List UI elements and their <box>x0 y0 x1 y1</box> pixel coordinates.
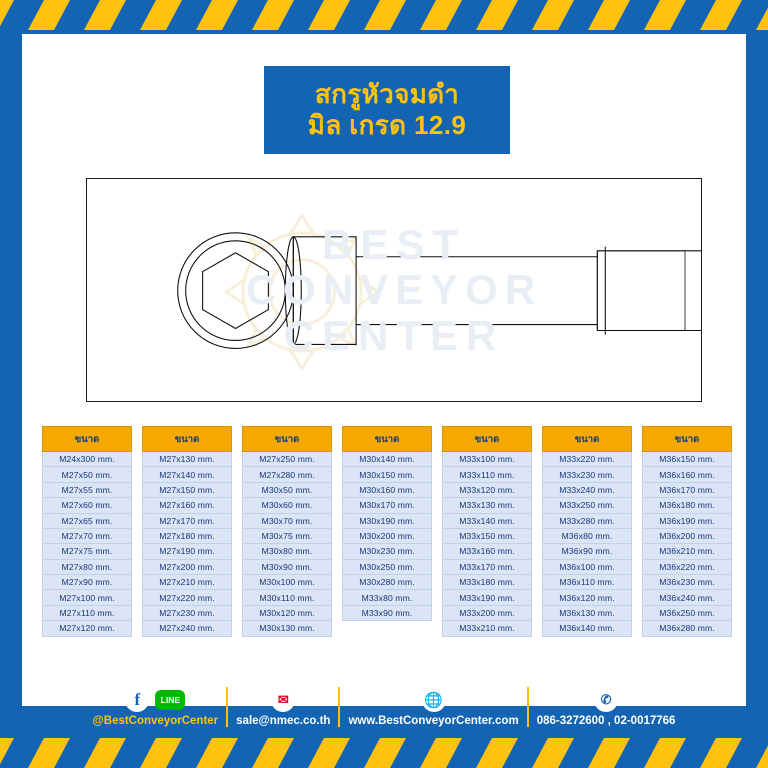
chevron-stripe <box>307 738 351 768</box>
footer-facebook[interactable] <box>85 688 227 727</box>
table-row[interactable]: M36x90 mm. <box>542 544 632 559</box>
globe-icon[interactable]: 🌐 <box>422 688 446 712</box>
table-row[interactable]: M27x80 mm. <box>42 560 132 575</box>
size-table <box>42 426 132 637</box>
table-row[interactable]: M27x180 mm. <box>142 529 232 544</box>
table-row[interactable]: M30x140 mm. <box>342 452 432 467</box>
table-row[interactable]: M27x230 mm. <box>142 606 232 621</box>
table-row[interactable]: M30x280 mm. <box>342 575 432 590</box>
table-row[interactable]: M30x60 mm. <box>242 498 332 513</box>
chevron-stripe <box>755 738 768 768</box>
table-row[interactable]: M27x55 mm. <box>42 483 132 498</box>
table-row[interactable]: M33x90 mm. <box>342 606 432 621</box>
footer-social-icons <box>125 688 185 712</box>
chevron-stripe <box>419 738 463 768</box>
chevron-stripe <box>643 0 687 30</box>
footer-email-label: sale@nmec.co.th <box>236 714 331 727</box>
table-row[interactable]: M36x150 mm. <box>642 452 732 467</box>
table-row[interactable]: M30x90 mm. <box>242 560 332 575</box>
table-row[interactable]: M33x100 mm. <box>442 452 532 467</box>
page-title-line1: สกรูหัวจมดำ <box>314 79 460 110</box>
table-row[interactable]: M27x120 mm. <box>42 621 132 636</box>
table-row[interactable]: M36x160 mm. <box>642 467 732 482</box>
table-row[interactable]: M33x170 mm. <box>442 560 532 575</box>
chevron-stripe <box>363 0 407 30</box>
chevron-stripe <box>83 0 127 30</box>
table-row[interactable]: M36x140 mm. <box>542 621 632 636</box>
table-header: ขนาด <box>142 426 232 452</box>
chevron-stripe <box>251 738 295 768</box>
table-row[interactable]: M27x65 mm. <box>42 514 132 529</box>
table-row[interactable]: M27x70 mm. <box>42 529 132 544</box>
chevron-stripe <box>195 738 239 768</box>
footer-email[interactable] <box>228 688 338 727</box>
table-header: ขนาด <box>42 426 132 452</box>
footer-phone[interactable] <box>529 688 684 727</box>
table-row[interactable]: M30x160 mm. <box>342 483 432 498</box>
table-row[interactable]: M27x250 mm. <box>242 452 332 467</box>
table-row[interactable]: M33x200 mm. <box>442 606 532 621</box>
table-row[interactable]: M27x280 mm. <box>242 467 332 482</box>
table-row[interactable]: M30x250 mm. <box>342 560 432 575</box>
mail-icon[interactable]: ✉ <box>271 688 295 712</box>
page-title-line2: มิล เกรด 12.9 <box>307 110 467 140</box>
table-row[interactable]: M30x100 mm. <box>242 575 332 590</box>
size-table <box>242 426 332 637</box>
table-row[interactable]: M27x140 mm. <box>142 467 232 482</box>
chevron-stripe <box>27 738 71 768</box>
table-row[interactable]: M33x150 mm. <box>442 529 532 544</box>
line-icon[interactable]: LINE <box>155 690 185 710</box>
table-row[interactable]: M33x180 mm. <box>442 575 532 590</box>
table-row[interactable]: M27x100 mm. <box>42 590 132 605</box>
chevron-stripe <box>643 738 687 768</box>
bottom-chevron-band <box>0 738 768 768</box>
chevron-stripe <box>699 0 743 30</box>
table-row[interactable]: M30x75 mm. <box>242 529 332 544</box>
footer-facebook-label: @BestConveyorCenter <box>92 714 219 727</box>
watermark-line2: CONVEYOR <box>245 266 543 314</box>
phone-icon[interactable]: ✆ <box>594 688 618 712</box>
table-row[interactable]: M27x220 mm. <box>142 590 232 605</box>
table-row[interactable]: M36x250 mm. <box>642 606 732 621</box>
table-row[interactable]: M36x280 mm. <box>642 621 732 636</box>
chevron-stripe <box>139 738 183 768</box>
size-table <box>142 426 232 637</box>
table-row[interactable]: M27x90 mm. <box>42 575 132 590</box>
table-row[interactable]: M36x240 mm. <box>642 590 732 605</box>
size-table <box>342 426 432 637</box>
table-row[interactable]: M36x210 mm. <box>642 544 732 559</box>
table-row[interactable]: M27x160 mm. <box>142 498 232 513</box>
table-row[interactable]: M24x300 mm. <box>42 452 132 467</box>
chevron-stripe <box>0 0 15 30</box>
table-row[interactable]: M33x250 mm. <box>542 498 632 513</box>
chevron-stripe <box>195 0 239 30</box>
table-header: ขนาด <box>442 426 532 452</box>
table-row[interactable]: M30x80 mm. <box>242 544 332 559</box>
table-row[interactable]: M36x180 mm. <box>642 498 732 513</box>
table-row[interactable]: M36x230 mm. <box>642 575 732 590</box>
table-row[interactable]: M33x280 mm. <box>542 514 632 529</box>
page-title <box>264 66 510 154</box>
table-row[interactable]: M27x130 mm. <box>142 452 232 467</box>
watermark-line3: CENTER <box>283 311 505 359</box>
table-header: ขนาด <box>242 426 332 452</box>
footer-website[interactable] <box>340 688 526 727</box>
table-row[interactable]: M36x130 mm. <box>542 606 632 621</box>
table-row[interactable]: M27x75 mm. <box>42 544 132 559</box>
table-row[interactable]: M33x80 mm. <box>342 590 432 605</box>
table-row[interactable]: M27x150 mm. <box>142 483 232 498</box>
chevron-stripe <box>475 0 519 30</box>
chevron-stripe <box>307 0 351 30</box>
table-row[interactable]: M30x130 mm. <box>242 621 332 636</box>
facebook-icon[interactable]: f <box>125 688 149 712</box>
chevron-stripe <box>531 738 575 768</box>
table-row[interactable]: M36x80 mm. <box>542 529 632 544</box>
table-row[interactable]: M27x170 mm. <box>142 514 232 529</box>
chevron-stripe <box>587 738 631 768</box>
table-row[interactable]: M27x110 mm. <box>42 606 132 621</box>
chevron-stripe <box>587 0 631 30</box>
table-row[interactable]: M33x140 mm. <box>442 514 532 529</box>
chevron-stripe <box>363 738 407 768</box>
chevron-stripe <box>755 0 768 30</box>
table-row[interactable]: M30x200 mm. <box>342 529 432 544</box>
table-row[interactable]: M30x50 mm. <box>242 483 332 498</box>
chevron-stripe <box>139 0 183 30</box>
watermark-line1: BEST <box>321 220 466 268</box>
table-row[interactable]: M36x110 mm. <box>542 575 632 590</box>
chevron-stripe <box>251 0 295 30</box>
table-row[interactable]: M30x230 mm. <box>342 544 432 559</box>
table-row[interactable]: M30x120 mm. <box>242 606 332 621</box>
chevron-stripe <box>83 738 127 768</box>
table-row[interactable]: M27x60 mm. <box>42 498 132 513</box>
table-row[interactable]: M27x210 mm. <box>142 575 232 590</box>
chevron-stripe <box>27 0 71 30</box>
table-row[interactable]: M27x240 mm. <box>142 621 232 636</box>
table-row[interactable]: M36x200 mm. <box>642 529 732 544</box>
size-table <box>642 426 732 637</box>
table-row[interactable]: M33x230 mm. <box>542 467 632 482</box>
table-row[interactable]: M36x100 mm. <box>542 560 632 575</box>
table-row[interactable]: M33x190 mm. <box>442 590 532 605</box>
table-row[interactable]: M30x170 mm. <box>342 498 432 513</box>
table-row[interactable]: M30x70 mm. <box>242 514 332 529</box>
footer-website-label: www.BestConveyorCenter.com <box>348 714 519 727</box>
socket-head-bolt-drawing <box>87 179 701 402</box>
table-row[interactable]: M27x190 mm. <box>142 544 232 559</box>
chevron-stripe <box>699 738 743 768</box>
table-row[interactable]: M27x50 mm. <box>42 467 132 482</box>
table-row[interactable]: M33x240 mm. <box>542 483 632 498</box>
table-header: ขนาด <box>342 426 432 452</box>
chevron-stripe <box>419 0 463 30</box>
table-row[interactable]: M36x170 mm. <box>642 483 732 498</box>
table-row[interactable]: M27x200 mm. <box>142 560 232 575</box>
table-row[interactable]: M33x160 mm. <box>442 544 532 559</box>
chevron-stripe <box>475 738 519 768</box>
table-row[interactable]: M30x110 mm. <box>242 590 332 605</box>
size-tables <box>42 426 732 637</box>
table-row[interactable]: M33x110 mm. <box>442 467 532 482</box>
size-table <box>542 426 632 637</box>
footer-contact-bar <box>0 676 768 738</box>
top-chevron-band <box>0 0 768 30</box>
table-row[interactable]: M36x190 mm. <box>642 514 732 529</box>
chevron-stripe <box>0 738 15 768</box>
product-drawing-frame <box>86 178 702 402</box>
table-row[interactable]: M30x150 mm. <box>342 467 432 482</box>
size-table <box>442 426 532 637</box>
table-row[interactable]: M33x120 mm. <box>442 483 532 498</box>
table-row[interactable]: M36x220 mm. <box>642 560 732 575</box>
table-row[interactable]: M33x210 mm. <box>442 621 532 636</box>
table-row[interactable]: M33x130 mm. <box>442 498 532 513</box>
table-row[interactable]: M33x220 mm. <box>542 452 632 467</box>
chevron-stripe <box>531 0 575 30</box>
table-header: ขนาด <box>542 426 632 452</box>
table-header: ขนาด <box>642 426 732 452</box>
footer-phone-label: 086-3272600 , 02-0017766 <box>536 714 676 727</box>
table-row[interactable]: M36x120 mm. <box>542 590 632 605</box>
page-sheet <box>22 34 746 706</box>
table-row[interactable]: M30x190 mm. <box>342 514 432 529</box>
